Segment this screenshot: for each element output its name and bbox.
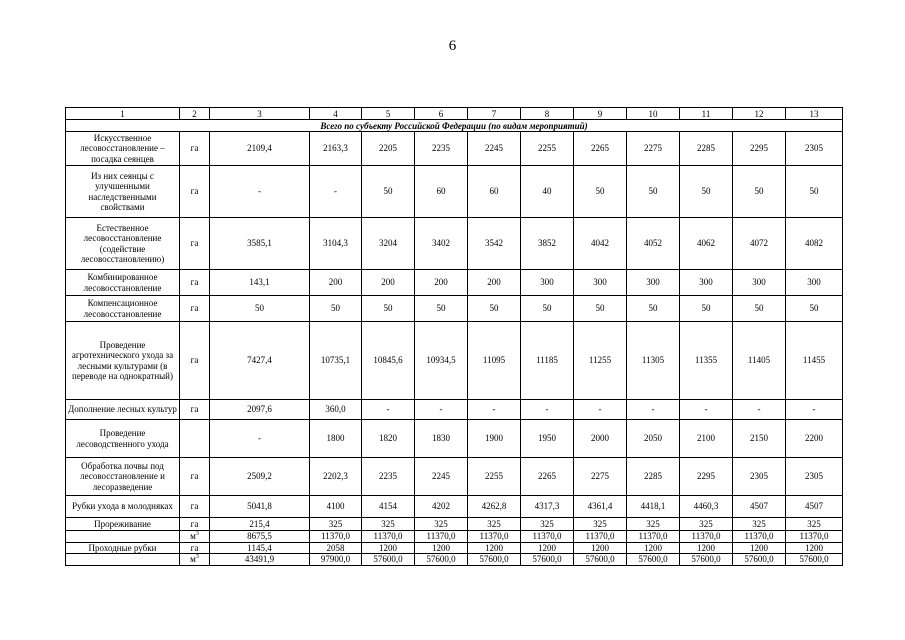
value-cell: 4507 [733,496,786,518]
value-cell: 57600,0 [468,554,521,566]
row-unit [180,166,210,218]
row-unit [180,518,210,531]
table-row [66,400,843,420]
table-row [66,166,843,218]
value-cell: 1200 [415,542,468,554]
table-row [66,322,843,400]
value-cell: 50 [680,166,733,218]
value-cell: 1900 [468,420,521,458]
column-header: 9 [574,108,627,120]
value-cell: 325 [468,518,521,531]
value-cell: 11370,0 [627,531,680,543]
value-cell: 2235 [362,458,415,496]
table-row [66,218,843,270]
value-cell: 57600,0 [574,554,627,566]
value-cell: 57600,0 [415,554,468,566]
value-cell: 1200 [574,542,627,554]
column-header: 13 [786,108,843,120]
value-cell: 1800 [310,420,362,458]
table-row [66,554,843,566]
forest-restoration-table [65,107,843,566]
row-unit [180,496,210,518]
unit-superscript: 3 [195,531,199,537]
value-cell: 5041,8 [210,496,310,518]
value-cell: 50 [733,166,786,218]
value-cell: 3585,1 [210,218,310,270]
unit-text: га [190,238,199,249]
value-cell: 325 [680,518,733,531]
unit-superscript: 3 [195,554,199,560]
row-label: Комбинированное лесовосстановление [66,270,180,296]
value-cell: 60 [415,166,468,218]
row-label: Проведение агротехнического ухода за лесными культурами (в переводе на однократный) [66,322,180,400]
value-cell: 325 [362,518,415,531]
value-cell: - [733,400,786,420]
value-cell: 50 [210,296,310,322]
value-cell: 50 [521,296,574,322]
row-label: Прореживание [66,518,180,531]
row-unit [180,132,210,166]
value-cell: 2265 [521,458,574,496]
value-cell: - [786,400,843,420]
value-cell: 50 [680,296,733,322]
value-cell: 2295 [680,458,733,496]
value-cell: - [415,400,468,420]
value-cell: 4262,8 [468,496,521,518]
value-cell: 3542 [468,218,521,270]
value-cell: 50 [362,296,415,322]
value-cell: 11370,0 [574,531,627,543]
value-cell: 300 [521,270,574,296]
table-row [66,458,843,496]
row-unit [180,554,210,566]
value-cell: 3104,3 [310,218,362,270]
value-cell: 2255 [521,132,574,166]
unit-text: га [190,501,199,512]
value-cell: 4072 [733,218,786,270]
table-row [66,496,843,518]
value-cell: 4042 [574,218,627,270]
value-cell: 11305 [627,322,680,400]
value-cell: 1145,4 [210,542,310,554]
value-cell: 1950 [521,420,574,458]
section-row [66,120,843,132]
column-header: 7 [468,108,521,120]
value-cell: 4062 [680,218,733,270]
value-cell: 325 [521,518,574,531]
value-cell: 50 [468,296,521,322]
unit-text: га [190,471,199,482]
value-cell: 11405 [733,322,786,400]
row-label: Искусственное лесовосстановление – посадка сеянцев [66,132,180,166]
value-cell: - [210,166,310,218]
value-cell: 2000 [574,420,627,458]
value-cell: 3852 [521,218,574,270]
value-cell: 4418,1 [627,496,680,518]
value-cell: 11370,0 [468,531,521,543]
value-cell: 11455 [786,322,843,400]
unit-text: га [190,303,199,314]
value-cell: - [521,400,574,420]
value-cell: 4100 [310,496,362,518]
value-cell: 325 [310,518,362,531]
value-cell: 4507 [786,496,843,518]
value-cell: 11185 [521,322,574,400]
value-cell: 50 [362,166,415,218]
value-cell: 11355 [680,322,733,400]
row-unit [180,420,210,458]
value-cell: 1200 [627,542,680,554]
value-cell: 97900,0 [310,554,362,566]
page-number: 6 [448,38,457,54]
value-cell: 2275 [574,458,627,496]
value-cell: 10735,1 [310,322,362,400]
row-unit [180,400,210,420]
value-cell: 2150 [733,420,786,458]
value-cell: 143,1 [210,270,310,296]
value-cell: 4202 [415,496,468,518]
row-label: Дополнение лесных культур [66,400,180,420]
row-unit [180,270,210,296]
value-cell: 300 [680,270,733,296]
table-row [66,542,843,554]
value-cell: 50 [627,296,680,322]
value-cell: 57600,0 [786,554,843,566]
row-unit [180,218,210,270]
value-cell: 57600,0 [627,554,680,566]
value-cell: 2163,3 [310,132,362,166]
table-row [66,531,843,543]
row-label: Проходные рубки [66,542,180,554]
value-cell: 2245 [468,132,521,166]
value-cell: 300 [574,270,627,296]
value-cell: - [468,400,521,420]
value-cell: 2285 [627,458,680,496]
value-cell: 2305 [786,458,843,496]
column-header: 11 [680,108,733,120]
value-cell: 4082 [786,218,843,270]
value-cell: 1200 [362,542,415,554]
column-header: 1 [66,108,180,120]
value-cell: 10845,6 [362,322,415,400]
table-row [66,518,843,531]
value-cell: 50 [415,296,468,322]
value-cell: 2200 [786,420,843,458]
value-cell: 2205 [362,132,415,166]
row-unit [180,531,210,543]
value-cell: 2285 [680,132,733,166]
value-cell: 50 [574,166,627,218]
value-cell: 1200 [521,542,574,554]
value-cell: 11255 [574,322,627,400]
value-cell: 325 [733,518,786,531]
value-cell: 1820 [362,420,415,458]
value-cell: 3402 [415,218,468,270]
value-cell: 300 [733,270,786,296]
value-cell: 1830 [415,420,468,458]
value-cell: 2265 [574,132,627,166]
value-cell: 2097,6 [210,400,310,420]
value-cell: 4154 [362,496,415,518]
column-header: 12 [733,108,786,120]
value-cell: 11370,0 [786,531,843,543]
value-cell: 11370,0 [362,531,415,543]
column-header: 3 [210,108,310,120]
value-cell: 10934,5 [415,322,468,400]
value-cell: 2202,3 [310,458,362,496]
value-cell: 2305 [786,132,843,166]
value-cell: 11370,0 [733,531,786,543]
value-cell: 2245 [415,458,468,496]
unit-text: га [190,542,199,553]
row-label: Обработка почвы под лесовосстановление и лесоразведение [66,458,180,496]
row-unit [180,322,210,400]
table-row [66,270,843,296]
value-cell: 11370,0 [310,531,362,543]
column-header: 8 [521,108,574,120]
value-cell: 57600,0 [521,554,574,566]
value-cell: 300 [627,270,680,296]
column-header: 4 [310,108,362,120]
column-header: 6 [415,108,468,120]
unit-text: м [190,554,196,564]
value-cell: 57600,0 [680,554,733,566]
value-cell: 1200 [680,542,733,554]
value-cell: 60 [468,166,521,218]
unit-text: га [190,518,199,529]
row-unit [180,458,210,496]
value-cell: 50 [733,296,786,322]
row-label [66,554,180,566]
value-cell: 215,4 [210,518,310,531]
value-cell: 2255 [468,458,521,496]
row-label [66,531,180,543]
value-cell: 11095 [468,322,521,400]
value-cell: - [210,420,310,458]
table-row [66,296,843,322]
value-cell: 1200 [468,542,521,554]
value-cell: 2109,4 [210,132,310,166]
unit-text: га [190,355,199,366]
value-cell: 2100 [680,420,733,458]
value-cell: 50 [786,166,843,218]
value-cell: - [574,400,627,420]
value-cell: 325 [627,518,680,531]
value-cell: 7427,4 [210,322,310,400]
value-cell: 50 [574,296,627,322]
value-cell: 11370,0 [415,531,468,543]
value-cell: 2235 [415,132,468,166]
value-cell: 2509,2 [210,458,310,496]
row-label: Компенсационное лесовосстановление [66,296,180,322]
value-cell: 4460,3 [680,496,733,518]
value-cell: 40 [521,166,574,218]
value-cell: - [680,400,733,420]
value-cell: - [310,166,362,218]
value-cell: 2058 [310,542,362,554]
value-cell: 300 [786,270,843,296]
unit-text: га [190,186,199,197]
value-cell: 360,0 [310,400,362,420]
value-cell: 3204 [362,218,415,270]
value-cell: 325 [786,518,843,531]
table-row [66,420,843,458]
row-unit [180,296,210,322]
value-cell: 11370,0 [680,531,733,543]
value-cell: 57600,0 [362,554,415,566]
section-title: Всего по субъекту Российской Федерации (по видам мероприятий) [66,120,843,132]
unit-text: м [190,531,196,541]
value-cell: 200 [415,270,468,296]
unit-text: га [190,404,199,415]
value-cell: 50 [786,296,843,322]
value-cell: 2295 [733,132,786,166]
value-cell: 2275 [627,132,680,166]
column-header: 2 [180,108,210,120]
value-cell: 4052 [627,218,680,270]
value-cell: 2050 [627,420,680,458]
column-header: 5 [362,108,415,120]
value-cell: 4317,3 [521,496,574,518]
unit-text: га [190,277,199,288]
unit-text: га [190,143,199,154]
value-cell: 43491,9 [210,554,310,566]
column-header: 10 [627,108,680,120]
value-cell: 8675,5 [210,531,310,543]
table-row [66,132,843,166]
row-label: Рубки ухода в молодняках [66,496,180,518]
value-cell: 200 [468,270,521,296]
header-row [66,108,843,120]
row-label: Из них сеянцы с улучшенными наследственными свойствами [66,166,180,218]
row-label: Проведение лесоводственного ухода [66,420,180,458]
value-cell: 325 [574,518,627,531]
value-cell: 1200 [786,542,843,554]
value-cell: 200 [362,270,415,296]
value-cell: 325 [415,518,468,531]
value-cell: 50 [627,166,680,218]
value-cell: 2305 [733,458,786,496]
value-cell: - [362,400,415,420]
row-label: Естественное лесовосстановление (содействие лесовосстановлению) [66,218,180,270]
value-cell: 1200 [733,542,786,554]
row-unit [180,542,210,554]
value-cell: 4361,4 [574,496,627,518]
value-cell: 50 [310,296,362,322]
value-cell: - [627,400,680,420]
value-cell: 200 [310,270,362,296]
value-cell: 11370,0 [521,531,574,543]
value-cell: 57600,0 [733,554,786,566]
